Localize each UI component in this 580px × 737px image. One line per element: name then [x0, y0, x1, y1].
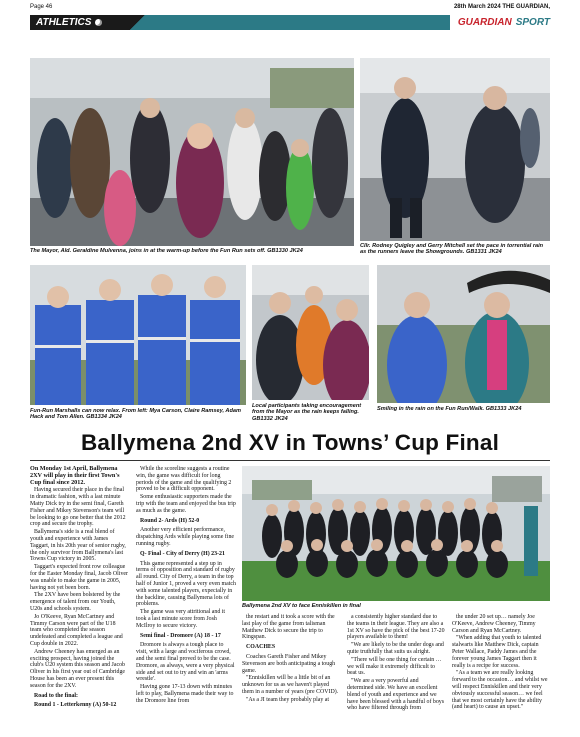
caption-councillors-rain: Cllr. Rodney Quigley and Gerry Mitchell set the pace in torrential rain as the runners leave the Showgrounds. GB1331 JK24	[360, 243, 544, 256]
paragraph: "There will be one thing for certain … we will make it extremely difficult to beat us.	[347, 656, 442, 677]
paragraph: the restart and it took a score with the last play of the game from talisman Matthew Dick to secure the trip to Kingspan.	[242, 614, 335, 641]
paragraph: Taggart's expected front row colleague for the Easter Monday final, Jacob Oliver was unable to make the game in 2005, having not yet been born.	[30, 564, 128, 591]
caption-smiling-rain: Smiling in the rain on the Fun Run/Walk. GB1333 JK24	[377, 406, 522, 412]
subheading: Round 1 - Letterkenny (A) 50-12	[34, 702, 117, 709]
paragraph: "We are likely to be the under dogs and quite truthfully that suits us alright.	[347, 642, 444, 655]
brand-logo: GUARDIAN SPORT	[450, 15, 550, 30]
rugby-ball-icon	[94, 18, 103, 27]
paragraph: While the scoreline suggests a routine win, the game was difficult for long periods of the game and the qualifying 2 proved to be a difficult opponent.	[136, 466, 232, 493]
paragraph: "When adding that youth to talented stalwarts like Matthew Dick, captain Peter Wallace, Paddy James and the forever young James Taggart then it really is a recipe for success.	[452, 635, 542, 669]
paragraph: "As a JI team they probably play at	[246, 696, 330, 703]
paragraph: The game was very attritional and it took a last minute score from Josh McIlroy to secure victory.	[136, 609, 226, 629]
article-column-2	[136, 466, 236, 706]
subheading: Q- Final - City of Derry (H) 23-21	[140, 550, 225, 557]
paragraph: the under 20 set up… namely Joe O'Keeve, Andrew Cheeney, Timmy Carson and Ryan McCartney.	[452, 614, 536, 634]
photo-councillors-rain	[360, 58, 550, 241]
headline-rule	[30, 460, 550, 461]
paragraph: Andrew Cheeney has emerged as an exciting prospect, having joined the club's U20 system this season and Jacob Oliver in his first year out of Cambridge House has been an ever present this season for the 2XV.	[30, 648, 126, 689]
paragraph: Ballymena's side is a real blend of youth and experience with James Taggart, in his 20th year of senior rugby, the only survivor from Ballymena's last Towns Cup victory in 2005.	[30, 529, 126, 563]
paragraph: This game represented a step up in terms of opposition and standard of rugby all round. City of Derry, a team in the top half of Junior 1, proved a very even match with some talented players, expecially in the backline, causing Ballymena lots of problems.	[136, 560, 236, 608]
page-number: Page 46	[30, 4, 53, 10]
photo-mayor-warmup	[30, 58, 354, 246]
paragraph: Coaches Gareth Fisher and Mikey Stevenson are both anticipating a tough game.	[242, 653, 336, 674]
article-headline: Ballymena 2nd XV in Towns’ Cup Final	[80, 430, 500, 455]
banner-stripe	[130, 15, 450, 30]
subheading: Round 2- Ards (H) 52-0	[140, 517, 200, 524]
caption-mayor-warmup: The Mayor, Ald. Geraldine Mulvenna, joins in at the warm-up before the Fun Run sets off. GB1330 JK24	[30, 248, 303, 254]
article-column-4	[347, 614, 445, 713]
issue-date: 28th March 2024 THE GUARDIAN,	[453, 4, 550, 10]
article-column-3	[242, 614, 340, 705]
article-column-5	[452, 614, 550, 712]
article-lead: On Monday 1st April, Ballymena 2XV will play in their first Town's Cup final since 2012.	[30, 465, 120, 486]
paragraph: Some enthusiastic supporters made the trip with the team and enjoyed the bus trip as much as the game.	[136, 494, 236, 514]
caption-team: Ballymena 2nd XV to face Enniskillen in final	[242, 603, 361, 609]
paragraph: a consistently higher standard due to the teams in their league. They are also a 1st XV so have the pick of the best 17-20 players available to them!	[347, 614, 445, 641]
caption-marshalls: Fun-Run Marshalls can now relax. From left: Mya Carson, Claire Ramsey, Adam Hack and Tom Allen. GB1334 JK24	[30, 408, 241, 421]
paragraph: "Enniskillen will be a little bit of an unknown for us as we haven't played them in a number of years (pre COVID).	[242, 675, 339, 695]
subheading: Road to the final:	[34, 692, 79, 699]
paragraph: Another very efficient performance, dispatching Ards while playing some fine running rugby.	[136, 527, 234, 547]
caption-local-participants: Local participants taking encouragement from the Mayor as the rain keeps falling. GB1332 JK24	[252, 403, 362, 422]
paragraph: The 2XV have been bolstered by the emergence of talent from our Youth, U20s and schools system.	[30, 592, 121, 612]
section-banner	[30, 15, 550, 30]
subheading: COACHES	[246, 644, 276, 651]
paragraph: Dromore is always a tough place to visit, with a large and vociferous crowd, and the semi final proved to be the case. Dromore, as always, were a very physical side and set out to try and win an 'arms wrestle'.	[136, 642, 235, 683]
paragraph: Jo O'Keeve, Ryan McCartney and Timmy Carson were part of the U18 team who completed the season undefeated and completed a league and Cup double in 2022.	[30, 613, 123, 647]
paragraph: "As a team we are really looking forward to the occasion… and whilst we will respect Enniskillen and their very obviously successful season… we feel that we most certainly have the ability (and heart) to cause an upset."	[452, 670, 548, 711]
page-header-line	[30, 0, 550, 14]
subheading: Semi final - Dromore (A) 18 - 17	[140, 632, 221, 639]
photo-local-participants	[252, 265, 369, 400]
photo-smiling-rain	[377, 265, 550, 403]
paragraph: Having gone 17-13 down with minutes left to play, Ballymena made their way to the Dromore line from	[136, 684, 234, 704]
photo-team	[242, 466, 550, 601]
paragraph: "We are a very powerful and determined side. We have an excellent blend of youth and experience and we have been blessed with a handful of boys who have filtered through from	[347, 678, 445, 712]
article-column-1	[30, 466, 128, 712]
photo-marshalls	[30, 265, 246, 405]
section-label: ATHLETICS	[30, 15, 130, 30]
paragraph: Having secured their place in the final in dramatic fashion, with a last minute Matty Dick try in the semi final, Gareth Fisher and Mikey Stevenson's team will be looking to go one better that the 2012 crop and secure the trophy.	[30, 487, 126, 528]
